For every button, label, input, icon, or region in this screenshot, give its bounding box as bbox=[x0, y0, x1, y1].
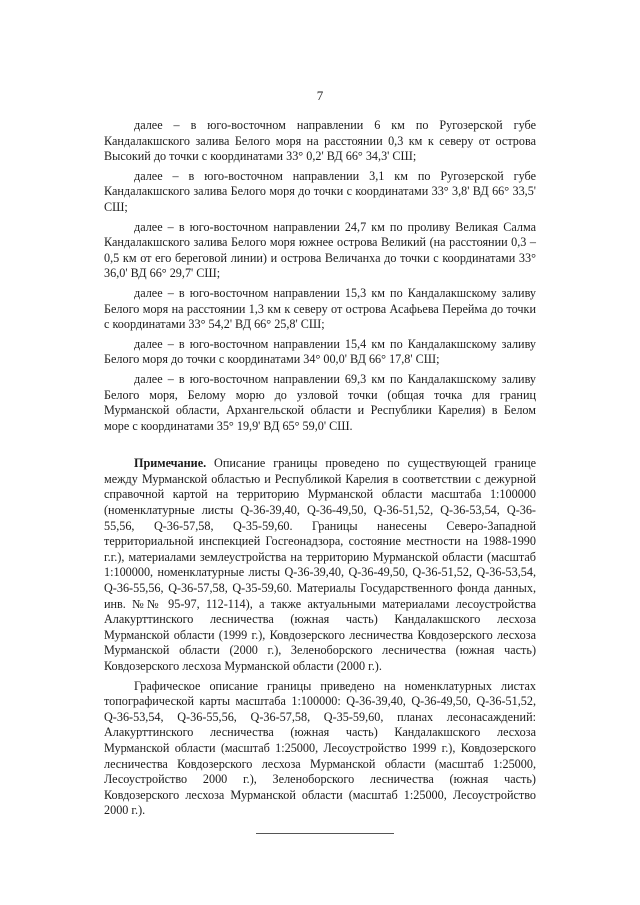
section-gap bbox=[104, 438, 536, 456]
route-paragraph-6: далее – в юго-восточном направлении 69,3 км по Кандалакшскому заливу Белого моря, Белому морю до узловой точки (общая точка для границ Мурманской области, Архангельской области и Республики Карелия) в Белом море с координатами 35° 19,9' ВД 65° 59,0' СШ. bbox=[104, 371, 536, 433]
route-paragraph-3: далее – в юго-восточном направлении 24,7 км по проливу Великая Салма Кандалакшского залива Белого моря южнее острова Великий (на расстоянии 0,3 – 0,5 км от его береговой линии) и острова Величанха до точки с координатами 33° 36,0' ВД 66° 29,7' СШ; bbox=[104, 219, 536, 281]
route-paragraph-1: далее – в юго-восточном направлении 6 км по Ругозерской губе Кандалакшского залива Белого моря на расстоянии 0,3 км к северу от острова Высокий до точки с координатами 33° 0,2' ВД 66° 34,3' СШ; bbox=[104, 118, 536, 164]
page-number: 7 bbox=[316, 88, 324, 103]
graphic-description-paragraph: Графическое описание границы приведено на номенклатурных листах топографической карты масштаба 1:100000: Q-36-39,40, Q-36-49,50, Q-36-51,52, Q-36-53,54, Q-36-55,56, Q-36-57,58, Q-35-59,60, планах лесонасаждений: Алакурттинского лесничества (южная часть) Кандалакшского лесхоза Мурманской области (масштаб 1:25000, Лесоустройство 1999 г.), Ковдозерского лесничества Ковдозерского лесхоза Мурманской области (масштаб 1:25000, Лесоустройство 2000 г.), Зеленоборского лесничества (южная часть) Ковдозерского лесхоза Мурманской области (масштаб 1:25000, Лесоустройство 2000 г.). bbox=[104, 678, 536, 818]
route-paragraph-2: далее – в юго-восточном направлении 3,1 км по Ругозерской губе Кандалакшского залива Белого моря до точки с координатами 33° 3,8' ВД 66° 33,5' СШ; bbox=[104, 168, 536, 214]
document-body bbox=[104, 118, 536, 823]
note-paragraph bbox=[104, 456, 536, 674]
route-paragraph-4: далее – в юго-восточном направлении 15,3 км по Кандалакшскому заливу Белого моря на расстоянии 1,3 км к северу от острова Асафьева Перейма до точки с координатами 33° 54,2' ВД 66° 25,8' СШ; bbox=[104, 285, 536, 332]
route-paragraph-5: далее – в юго-восточном направлении 15,4 км по Кандалакшскому заливу Белого моря до точки с координатами 34° 00,0' ВД 66° 17,8' СШ; bbox=[104, 336, 536, 367]
note-label: Примечание. bbox=[134, 456, 207, 471]
note-text: Описание границы проведено по существующей границе между Мурманской областью и Республикой Карелия в соответствии с дежурной справочной картой на территорию Мурманской области масштаба 1:100000 (номенклатурные листы Q-36-39,40, Q-36-49,50, Q-36-51,52, Q-36-53,54, Q-36-55,56, Q-36-57,58, Q-35-59,60. Границы нанесены Северо-Западной территориальной инспекцией Госгеонадзора, состояние местности на 1988-1990 г.г.), материалами землеустройства на территорию Мурманской области (масштаб 1:100000, номенклатурные листы Q-36-39,40, Q-36-49,50, Q-36-51,52, Q-36-53,54, Q-36-55,56, Q-36-57,58, Q-35-59,60. Материалы Государственного фонда данных, инв. №№ 95-97, 112-114), а также актуальными материалами лесоустройства Алакурттинского лесничества (южная часть) Кандалакшского лесхоза Мурманской области (1999 г.), Ковдозерского лесничества Ковдозерского лесхоза Мурманской области (2000 г.), Зеленоборского лесничества (южная часть) Ковдозерского лесхоза Мурманской области (2000 г.). bbox=[104, 456, 536, 673]
end-divider bbox=[256, 833, 394, 834]
